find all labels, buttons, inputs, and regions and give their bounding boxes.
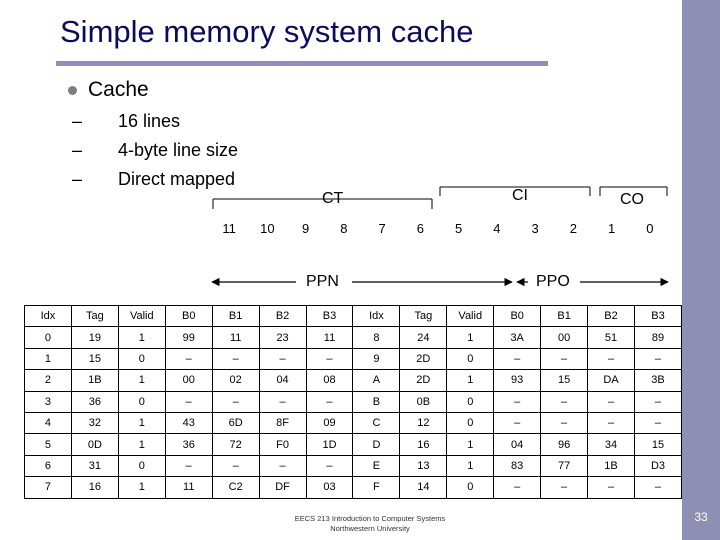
table-cell: 0 [25, 327, 72, 348]
table-cell: 0B [400, 391, 447, 412]
table-cell: 7 [25, 477, 72, 498]
table-cell: 1D [306, 434, 353, 455]
table-cell: 1B [71, 370, 118, 391]
table-row [25, 348, 682, 369]
table-cell: – [494, 412, 541, 433]
bit-label: 2 [569, 221, 577, 236]
table-cell: 0 [447, 348, 494, 369]
table-cell: 1 [118, 370, 165, 391]
table-cell: 3B [634, 370, 681, 391]
table-cell: 1 [447, 434, 494, 455]
table-cell: 11 [306, 327, 353, 348]
table-cell: – [212, 391, 259, 412]
table-cell: 14 [400, 477, 447, 498]
table-row [25, 327, 682, 348]
table-cell: – [541, 477, 588, 498]
bit-label: 11 [222, 221, 236, 236]
table-cell: – [494, 477, 541, 498]
table-cell: – [165, 391, 212, 412]
dash-icon: – [72, 169, 83, 189]
bit-label: 8 [340, 221, 348, 236]
table-cell: – [212, 455, 259, 476]
table-cell: – [634, 477, 681, 498]
table-cell: 1B [588, 455, 635, 476]
bit-label: 3 [531, 221, 539, 236]
address-bit-row [210, 221, 669, 241]
table-cell: 89 [634, 327, 681, 348]
table-cell: 36 [71, 391, 118, 412]
table-cell: 04 [259, 370, 306, 391]
table-cell: D3 [634, 455, 681, 476]
table-cell: 31 [71, 455, 118, 476]
bit-label: 9 [302, 221, 310, 236]
column-header: B3 [634, 306, 681, 327]
subbullet-text: 4-byte line size [118, 140, 239, 160]
table-cell: 34 [588, 434, 635, 455]
table-cell: 2 [25, 370, 72, 391]
ct-label: CT [322, 190, 344, 207]
table-cell: 12 [400, 412, 447, 433]
table-cell: – [588, 477, 635, 498]
table-cell: – [259, 391, 306, 412]
table-cell: 19 [71, 327, 118, 348]
table-cell: 9 [353, 348, 400, 369]
table-cell: 2D [400, 348, 447, 369]
table-cell: – [165, 455, 212, 476]
bit-label: 10 [260, 221, 275, 236]
table-cell: – [259, 348, 306, 369]
table-cell: 99 [165, 327, 212, 348]
column-header: Valid [447, 306, 494, 327]
table-cell: 0 [447, 477, 494, 498]
table-cell: D [353, 434, 400, 455]
ppo-label: PPO [536, 273, 570, 290]
column-header: Idx [25, 306, 72, 327]
table-cell: 11 [212, 327, 259, 348]
table-cell: – [494, 348, 541, 369]
column-header: B1 [212, 306, 259, 327]
table-row [25, 434, 682, 455]
table-cell: 1 [118, 327, 165, 348]
table-cell: – [306, 391, 353, 412]
table-row [25, 477, 682, 498]
table-cell: 96 [541, 434, 588, 455]
table-cell: 72 [212, 434, 259, 455]
column-header: Tag [71, 306, 118, 327]
table-cell: 8 [353, 327, 400, 348]
table-cell: 15 [71, 348, 118, 369]
table-cell: 1 [447, 370, 494, 391]
table-row [25, 455, 682, 476]
table-cell: – [165, 348, 212, 369]
table-cell: 23 [259, 327, 306, 348]
column-header: Tag [400, 306, 447, 327]
table-cell: 15 [541, 370, 588, 391]
table-cell: 1 [447, 327, 494, 348]
table-cell: 16 [400, 434, 447, 455]
table-cell: DA [588, 370, 635, 391]
table-cell: 09 [306, 412, 353, 433]
table-cell: – [494, 391, 541, 412]
table-cell: 0D [71, 434, 118, 455]
table-cell: – [588, 412, 635, 433]
table-cell: 5 [25, 434, 72, 455]
table-cell: 4 [25, 412, 72, 433]
table-cell: – [541, 348, 588, 369]
table-cell: 2D [400, 370, 447, 391]
table-cell: 32 [71, 412, 118, 433]
bit-label: 7 [378, 221, 386, 236]
table-cell: – [306, 455, 353, 476]
table-cell: 36 [165, 434, 212, 455]
table-cell: 16 [71, 477, 118, 498]
table-cell: 02 [212, 370, 259, 391]
bit-label: 0 [646, 221, 654, 236]
table-cell: 00 [541, 327, 588, 348]
slide-title: Simple memory system cache [60, 14, 474, 49]
table-cell: 3 [25, 391, 72, 412]
table-cell: 6 [25, 455, 72, 476]
table-cell: 0 [118, 455, 165, 476]
ci-label: CI [512, 187, 528, 204]
table-cell: 77 [541, 455, 588, 476]
table-cell: 0 [447, 412, 494, 433]
table-cell: – [634, 348, 681, 369]
table-cell: – [541, 412, 588, 433]
table-cell: – [588, 348, 635, 369]
table-cell: 04 [494, 434, 541, 455]
table-cell: 11 [165, 477, 212, 498]
table-cell: – [588, 391, 635, 412]
ppn-label: PPN [306, 273, 339, 290]
table-cell: E [353, 455, 400, 476]
table-cell: A [353, 370, 400, 391]
table-cell: F [353, 477, 400, 498]
table-cell: B [353, 391, 400, 412]
table-cell: 03 [306, 477, 353, 498]
table-cell: 1 [118, 477, 165, 498]
subbullet-text: 16 lines [118, 111, 181, 131]
table-cell: – [259, 455, 306, 476]
table-cell: – [634, 412, 681, 433]
subbullet-text: Direct mapped [118, 169, 236, 189]
column-header: B0 [494, 306, 541, 327]
cache-table [24, 305, 682, 499]
table-cell: 0 [118, 348, 165, 369]
table-cell: – [212, 348, 259, 369]
table-cell: 83 [494, 455, 541, 476]
column-header: Idx [353, 306, 400, 327]
table-cell: C [353, 412, 400, 433]
column-header: B1 [541, 306, 588, 327]
table-cell: – [306, 348, 353, 369]
column-header: B2 [588, 306, 635, 327]
dash-icon: – [72, 111, 83, 131]
table-row [25, 370, 682, 391]
footer-course: EECS 213 Introduction to Computer Systems [294, 514, 446, 523]
table-row [25, 412, 682, 433]
table-cell: 1 [25, 348, 72, 369]
bit-label: 4 [493, 221, 501, 236]
footer-university: Northwestern University [330, 524, 410, 533]
table-cell: – [634, 391, 681, 412]
table-header-row [25, 306, 682, 327]
table-cell: 8F [259, 412, 306, 433]
table-cell: 1 [118, 412, 165, 433]
table-cell: 43 [165, 412, 212, 433]
slide-sidebar-bar [682, 0, 720, 540]
table-cell: 3A [494, 327, 541, 348]
table-cell: 24 [400, 327, 447, 348]
column-header: B3 [306, 306, 353, 327]
table-cell: 15 [634, 434, 681, 455]
column-header: B2 [259, 306, 306, 327]
table-cell: 08 [306, 370, 353, 391]
table-row [25, 391, 682, 412]
table-cell: DF [259, 477, 306, 498]
dash-icon: – [72, 140, 83, 160]
page-number: 33 [694, 510, 708, 524]
column-header: B0 [165, 306, 212, 327]
column-header: Valid [118, 306, 165, 327]
table-cell: 6D [212, 412, 259, 433]
cache-table-body [25, 327, 682, 498]
bit-label: 5 [455, 221, 463, 236]
table-cell: 00 [165, 370, 212, 391]
bullet-cache: Cache [88, 78, 149, 101]
table-cell: 0 [447, 391, 494, 412]
co-label: CO [620, 191, 644, 208]
table-cell: 1 [447, 455, 494, 476]
table-cell: 93 [494, 370, 541, 391]
table-cell: F0 [259, 434, 306, 455]
table-cell: C2 [212, 477, 259, 498]
table-cell: – [541, 391, 588, 412]
bit-label: 1 [608, 221, 616, 236]
table-cell: 1 [118, 434, 165, 455]
table-cell: 51 [588, 327, 635, 348]
footer [270, 514, 470, 534]
table-cell: 0 [118, 391, 165, 412]
table-cell: 13 [400, 455, 447, 476]
bit-label: 6 [416, 221, 424, 236]
